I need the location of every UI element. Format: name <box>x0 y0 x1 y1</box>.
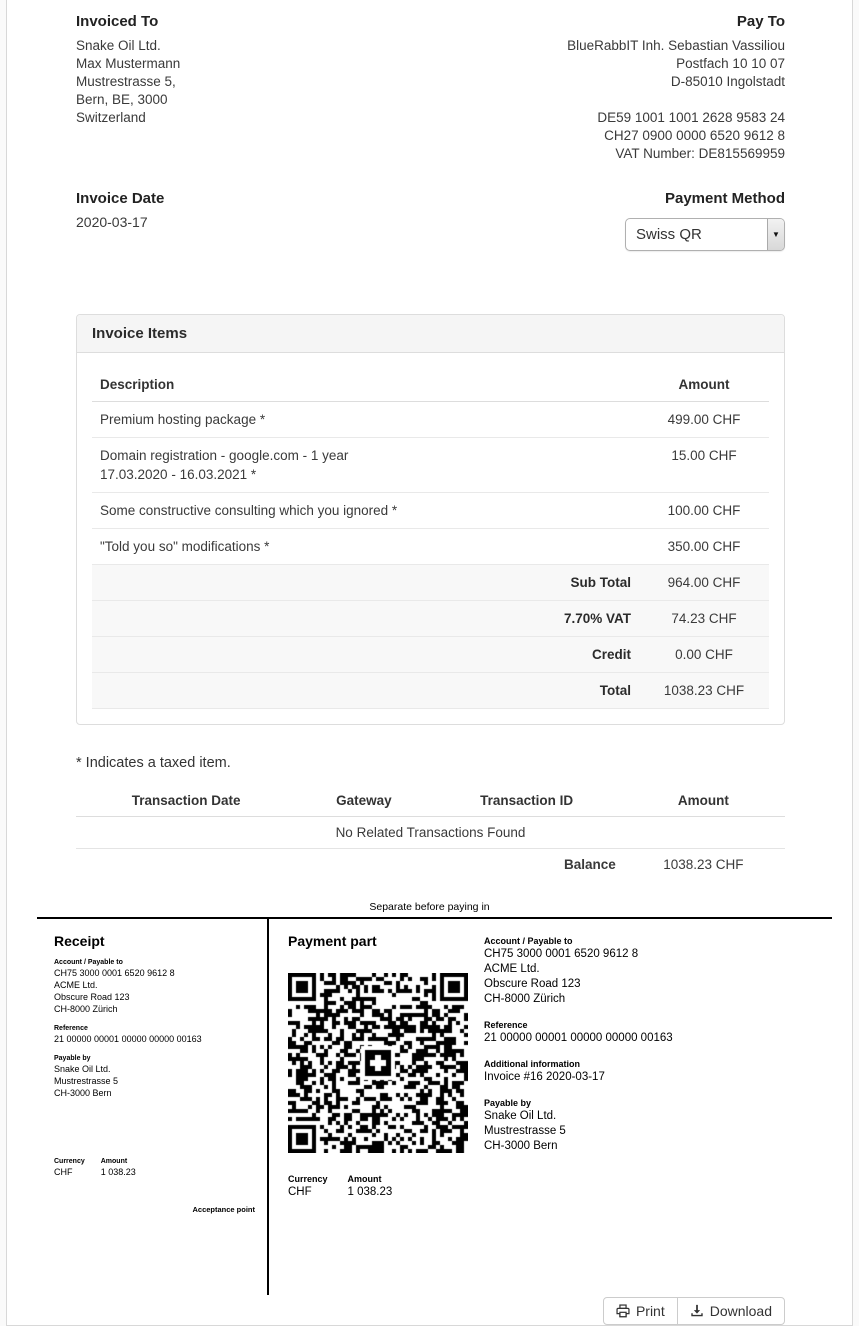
invoiced-to-line: Bern, BE, 3000 <box>76 92 168 107</box>
item-amount: 15.00 CHF <box>639 438 769 493</box>
invoiced-to-line: Snake Oil Ltd. <box>76 38 161 53</box>
payment-additional-label: Additional information <box>484 1059 580 1069</box>
invoiced-to-line: Max Mustermann <box>76 56 181 71</box>
invoice-items-table <box>92 368 769 709</box>
invoice-page <box>6 0 853 1326</box>
print-button-label: Print <box>635 1303 665 1319</box>
qr-receipt-part <box>37 919 269 1295</box>
receipt-payable-by-line: Snake Oil Ltd. <box>54 1064 111 1074</box>
payment-reference-label: Reference <box>484 1020 528 1030</box>
receipt-account-line: Obscure Road 123 <box>54 992 130 1002</box>
payment-account-line: CH-8000 Zürich <box>484 993 566 1005</box>
pay-to-block <box>567 13 785 163</box>
invoice-date-title: Invoice Date <box>76 190 165 207</box>
item-description-line2: 17.03.2020 - 16.03.2021 * <box>100 467 257 482</box>
vat-number: VAT Number: DE815569959 <box>615 146 785 161</box>
invoiced-to-block <box>76 13 180 163</box>
pay-to-line: Postfach 10 10 07 <box>676 56 785 71</box>
receipt-account-label: Account / Payable to <box>54 959 123 966</box>
payment-payable-by-line: CH-3000 Bern <box>484 1140 558 1152</box>
invoice-item-row <box>92 402 769 438</box>
swiss-qr-code <box>288 973 468 1153</box>
no-transactions-row <box>76 817 785 849</box>
payment-account-label: Account / Payable to <box>484 936 573 946</box>
payment-account-line: Obscure Road 123 <box>484 978 581 990</box>
col-transaction-id: Transaction ID <box>431 785 621 817</box>
vat-row <box>92 601 769 637</box>
payment-payable-by-label: Payable by <box>484 1098 532 1108</box>
receipt-currency-value: CHF <box>54 1167 73 1177</box>
payment-currency-label: Currency <box>288 1174 328 1184</box>
download-icon <box>690 1304 704 1318</box>
item-amount: 350.00 CHF <box>639 529 769 565</box>
invoice-items-panel <box>76 314 785 725</box>
payment-payable-by-line: Mustrestrasse 5 <box>484 1125 566 1137</box>
download-button-label: Download <box>709 1303 772 1319</box>
item-description: Premium hosting package * <box>92 402 639 438</box>
col-amount: Amount <box>639 368 769 402</box>
item-description <box>92 438 639 493</box>
qr-payment-part <box>269 919 832 1295</box>
invoice-items-panel-title: Invoice Items <box>77 315 784 353</box>
receipt-payable-by-line: Mustrestrasse 5 <box>54 1076 119 1086</box>
tax-note: * Indicates a taxed item. <box>76 755 231 771</box>
chevron-down-icon: ▼ <box>767 219 784 250</box>
invoice-actions <box>603 1297 785 1325</box>
print-button[interactable] <box>603 1297 678 1325</box>
subtotal-row <box>92 565 769 601</box>
payment-amount-value: 1 038.23 <box>347 1186 393 1198</box>
bank-detail-line: CH27 0900 0000 6520 9612 8 <box>604 128 785 143</box>
payment-method-title: Payment Method <box>664 190 785 207</box>
total-row <box>92 673 769 709</box>
bank-detail-line: DE59 1001 1001 2628 9583 24 <box>597 110 785 125</box>
col-description: Description <box>92 368 639 402</box>
invoice-item-row <box>92 529 769 565</box>
item-amount: 499.00 CHF <box>639 402 769 438</box>
pay-to-title: Pay To <box>736 13 785 30</box>
balance-amount: 1038.23 CHF <box>663 857 744 872</box>
download-button[interactable] <box>677 1297 785 1325</box>
no-transactions-text: No Related Transactions Found <box>76 817 785 849</box>
payment-part-title: Payment part <box>288 933 377 949</box>
invoiced-to-line: Switzerland <box>76 110 146 125</box>
item-description: Some constructive consulting which you ignored * <box>92 493 639 529</box>
balance-label: Balance <box>563 857 616 872</box>
payment-account-line: CH75 3000 0001 6520 9612 8 <box>484 948 639 960</box>
payment-amount-label: Amount <box>347 1174 382 1184</box>
payment-account-line: ACME Ltd. <box>484 963 540 975</box>
address-header <box>76 13 785 163</box>
subtotal-amount: 964.00 CHF <box>639 565 769 601</box>
invoice-date-value: 2020-03-17 <box>76 214 148 230</box>
acceptance-point-label: Acceptance point <box>192 1205 255 1214</box>
item-amount: 100.00 CHF <box>639 493 769 529</box>
invoice-item-row <box>92 493 769 529</box>
receipt-reference-label: Reference <box>54 1025 88 1032</box>
credit-row <box>92 637 769 673</box>
swiss-qr-bill <box>37 917 832 1295</box>
payment-currency-value: CHF <box>288 1186 312 1198</box>
total-amount: 1038.23 CHF <box>639 673 769 709</box>
receipt-amount-value: 1 038.23 <box>100 1167 136 1177</box>
receipt-account-line: ACME Ltd. <box>54 980 98 990</box>
credit-label: Credit <box>92 637 639 673</box>
receipt-payable-by-label: Payable by <box>54 1055 91 1062</box>
item-description-line1: Domain registration - google.com - 1 year <box>100 448 349 463</box>
invoiced-to-title: Invoiced To <box>76 13 159 30</box>
balance-row <box>76 849 785 881</box>
pay-to-line: D-85010 Ingolstadt <box>670 74 785 89</box>
invoiced-to-line: Mustrestrasse 5, <box>76 74 176 89</box>
col-gateway: Gateway <box>296 785 431 817</box>
separate-before-paying-label: Separate before paying in <box>369 901 490 913</box>
credit-amount: 0.00 CHF <box>639 637 769 673</box>
total-label: Total <box>92 673 639 709</box>
transactions-table <box>76 785 785 880</box>
receipt-account-line: CH75 3000 0001 6520 9612 8 <box>54 968 175 978</box>
pay-to-line: BlueRabbIT Inh. Sebastian Vassiliou <box>567 38 785 53</box>
subtotal-label: Sub Total <box>92 565 639 601</box>
receipt-account-line: CH-8000 Zürich <box>54 1004 118 1014</box>
invoice-item-row <box>92 438 769 493</box>
receipt-title: Receipt <box>54 933 105 949</box>
vat-label: 7.70% VAT <box>92 601 639 637</box>
payment-payable-by-line: Snake Oil Ltd. <box>484 1110 557 1122</box>
vat-amount: 74.23 CHF <box>639 601 769 637</box>
invoice-date-block <box>76 190 164 251</box>
payment-method-block <box>625 190 785 251</box>
printer-icon <box>616 1304 630 1318</box>
col-transaction-amount: Amount <box>622 785 785 817</box>
col-transaction-date: Transaction Date <box>76 785 296 817</box>
receipt-amount-label: Amount <box>100 1158 128 1165</box>
item-description: "Told you so" modifications * <box>92 529 639 565</box>
payment-additional-value: Invoice #16 2020-03-17 <box>484 1071 605 1083</box>
receipt-currency-label: Currency <box>54 1158 85 1165</box>
receipt-reference-value: 21 00000 00001 00000 00000 00163 <box>54 1034 202 1044</box>
payment-method-select[interactable] <box>625 218 785 251</box>
receipt-payable-by-line: CH-3000 Bern <box>54 1088 112 1098</box>
payment-reference-value: 21 00000 00001 00000 00000 00163 <box>484 1032 673 1044</box>
